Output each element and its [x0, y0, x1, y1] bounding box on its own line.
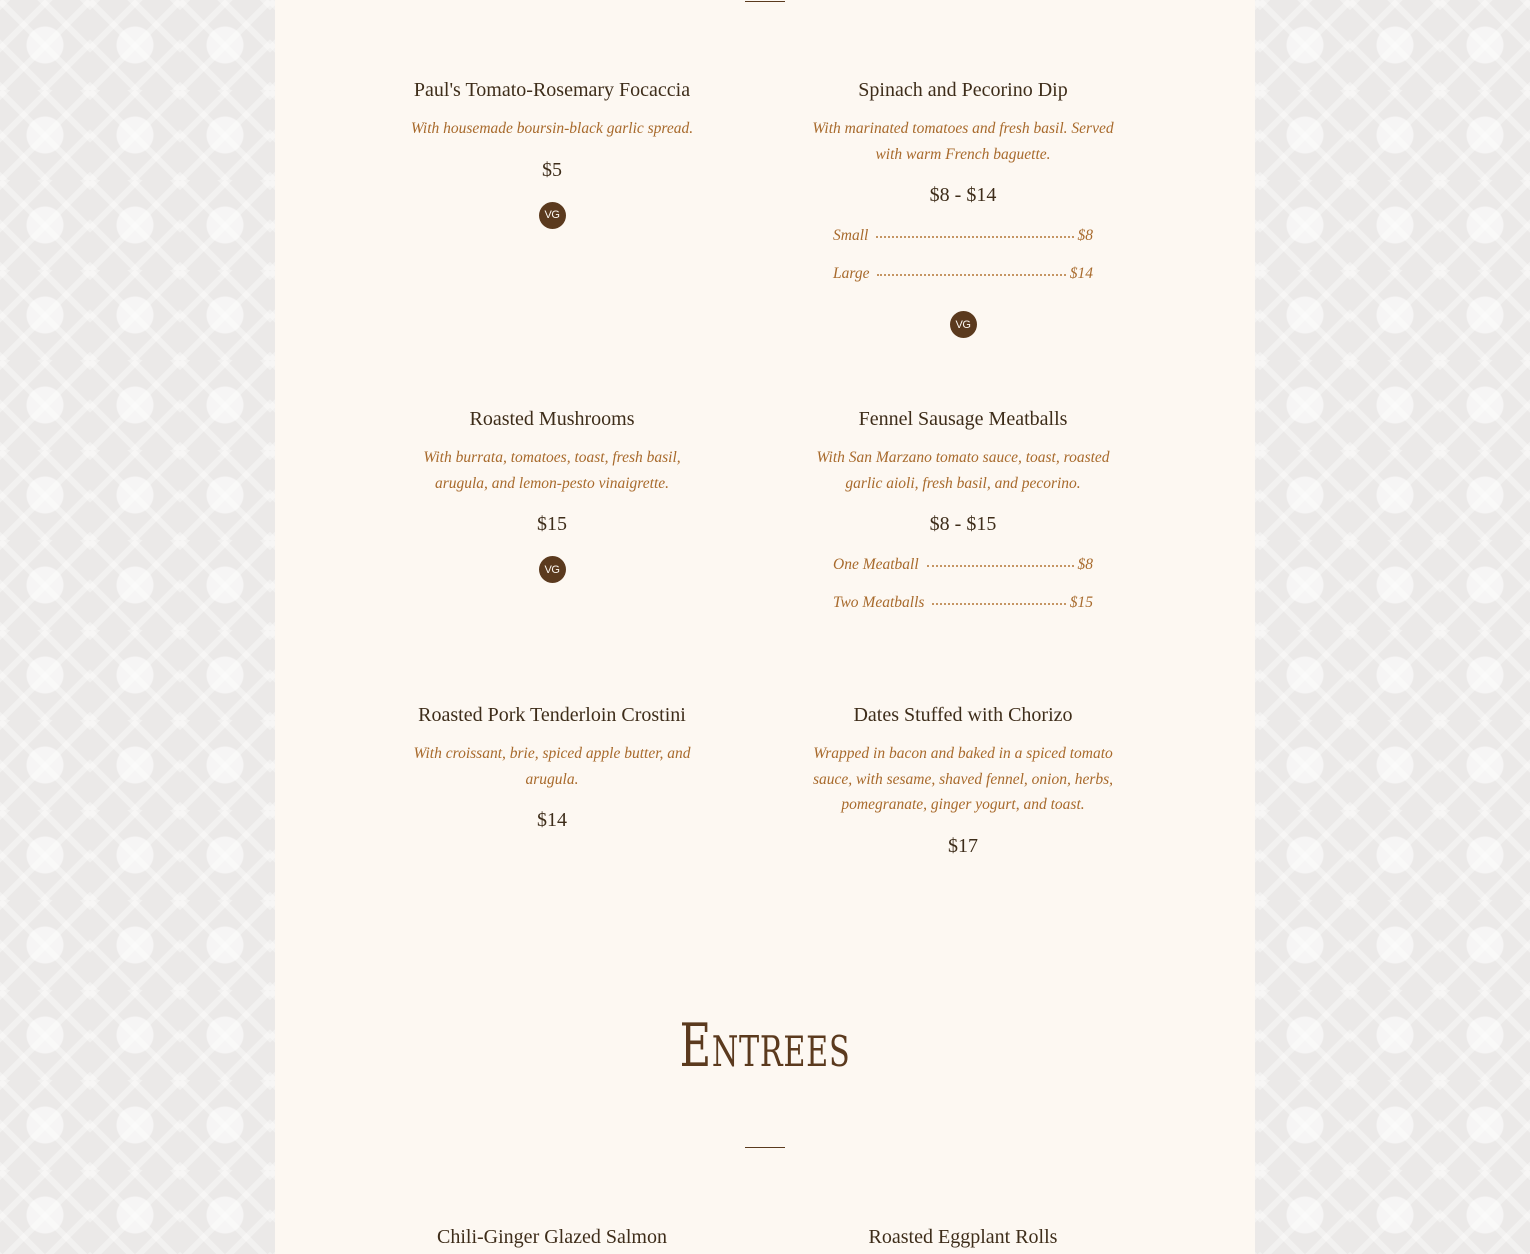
- menu-item-focaccia: [392, 78, 712, 229]
- vegetarian-badge-icon: VG: [539, 556, 566, 583]
- item-description: With housemade boursin-black garlic spread.: [410, 120, 694, 137]
- item-title: Spinach and Pecorino Dip: [858, 79, 1068, 101]
- option-price: $8: [1077, 556, 1093, 574]
- item-description: With San Marzano tomato sauce, toast, roasted garlic aioli, fresh basil, and pecorino.: [816, 449, 1110, 492]
- item-price: $17: [948, 834, 978, 857]
- section-divider: [745, 1, 785, 2]
- option-row: [833, 265, 1093, 303]
- item-price: $5: [542, 158, 562, 181]
- menu-item-spinach-dip: [803, 78, 1123, 338]
- item-description: With burrata, tomatoes, toast, fresh basil, arugula, and lemon-pesto vinaigrette.: [423, 449, 681, 492]
- item-title: Roasted Mushrooms: [469, 408, 635, 430]
- option-price: $15: [1069, 594, 1093, 612]
- dot-leader: [876, 236, 1073, 238]
- dot-leader: [877, 274, 1065, 276]
- item-description: With marinated tomatoes and fresh basil. Served with warm French baguette.: [812, 120, 1114, 163]
- item-title: Paul's Tomato-Rosemary Focaccia: [413, 79, 691, 101]
- menu-item-salmon: [392, 1225, 712, 1249]
- item-description: With croissant, brie, spiced apple butter, and arugula.: [413, 745, 691, 788]
- option-row: [833, 594, 1093, 632]
- vegetarian-badge-icon: VG: [539, 202, 566, 229]
- item-title: Fennel Sausage Meatballs: [858, 408, 1068, 430]
- menu-item-pork-crostini: [392, 703, 712, 832]
- menu-item-meatballs: [803, 407, 1123, 632]
- option-label: Two Meatballs: [833, 594, 925, 612]
- size-options: [833, 227, 1093, 303]
- item-price: $8 - $14: [929, 184, 997, 207]
- section-heading-entrees: Entrees: [679, 1011, 851, 1081]
- option-price: $14: [1069, 265, 1093, 283]
- menu-item-roasted-mushrooms: [392, 407, 712, 583]
- menu-item-eggplant-rolls: [803, 1225, 1123, 1249]
- section-divider: [745, 1147, 785, 1148]
- item-description: Wrapped in bacon and baked in a spiced tomato sauce, with sesame, shaved fennel, onion, herbs, pomegranate, ginger yogurt, and toast.: [812, 745, 1114, 814]
- item-title: Roasted Eggplant Rolls: [868, 1226, 1058, 1248]
- menu-item-stuffed-dates: [803, 703, 1123, 858]
- menu-panel: [275, 0, 1255, 1254]
- option-label: One Meatball: [833, 556, 919, 574]
- option-row: [833, 556, 1093, 594]
- option-price: $8: [1077, 227, 1093, 245]
- option-label: Small: [833, 227, 869, 245]
- option-label: Large: [833, 265, 870, 283]
- item-title: Roasted Pork Tenderloin Crostini: [418, 704, 686, 726]
- item-price: $8 - $15: [929, 513, 997, 536]
- vegetarian-badge-icon: VG: [950, 311, 977, 338]
- option-row: [833, 227, 1093, 265]
- item-title: Dates Stuffed with Chorizo: [853, 704, 1073, 726]
- dot-leader: [932, 603, 1065, 605]
- item-title: Chili-Ginger Glazed Salmon: [437, 1226, 667, 1248]
- item-price: $14: [537, 809, 567, 832]
- item-price: $15: [537, 513, 567, 536]
- quantity-options: [833, 556, 1093, 632]
- dot-leader: [927, 565, 1074, 567]
